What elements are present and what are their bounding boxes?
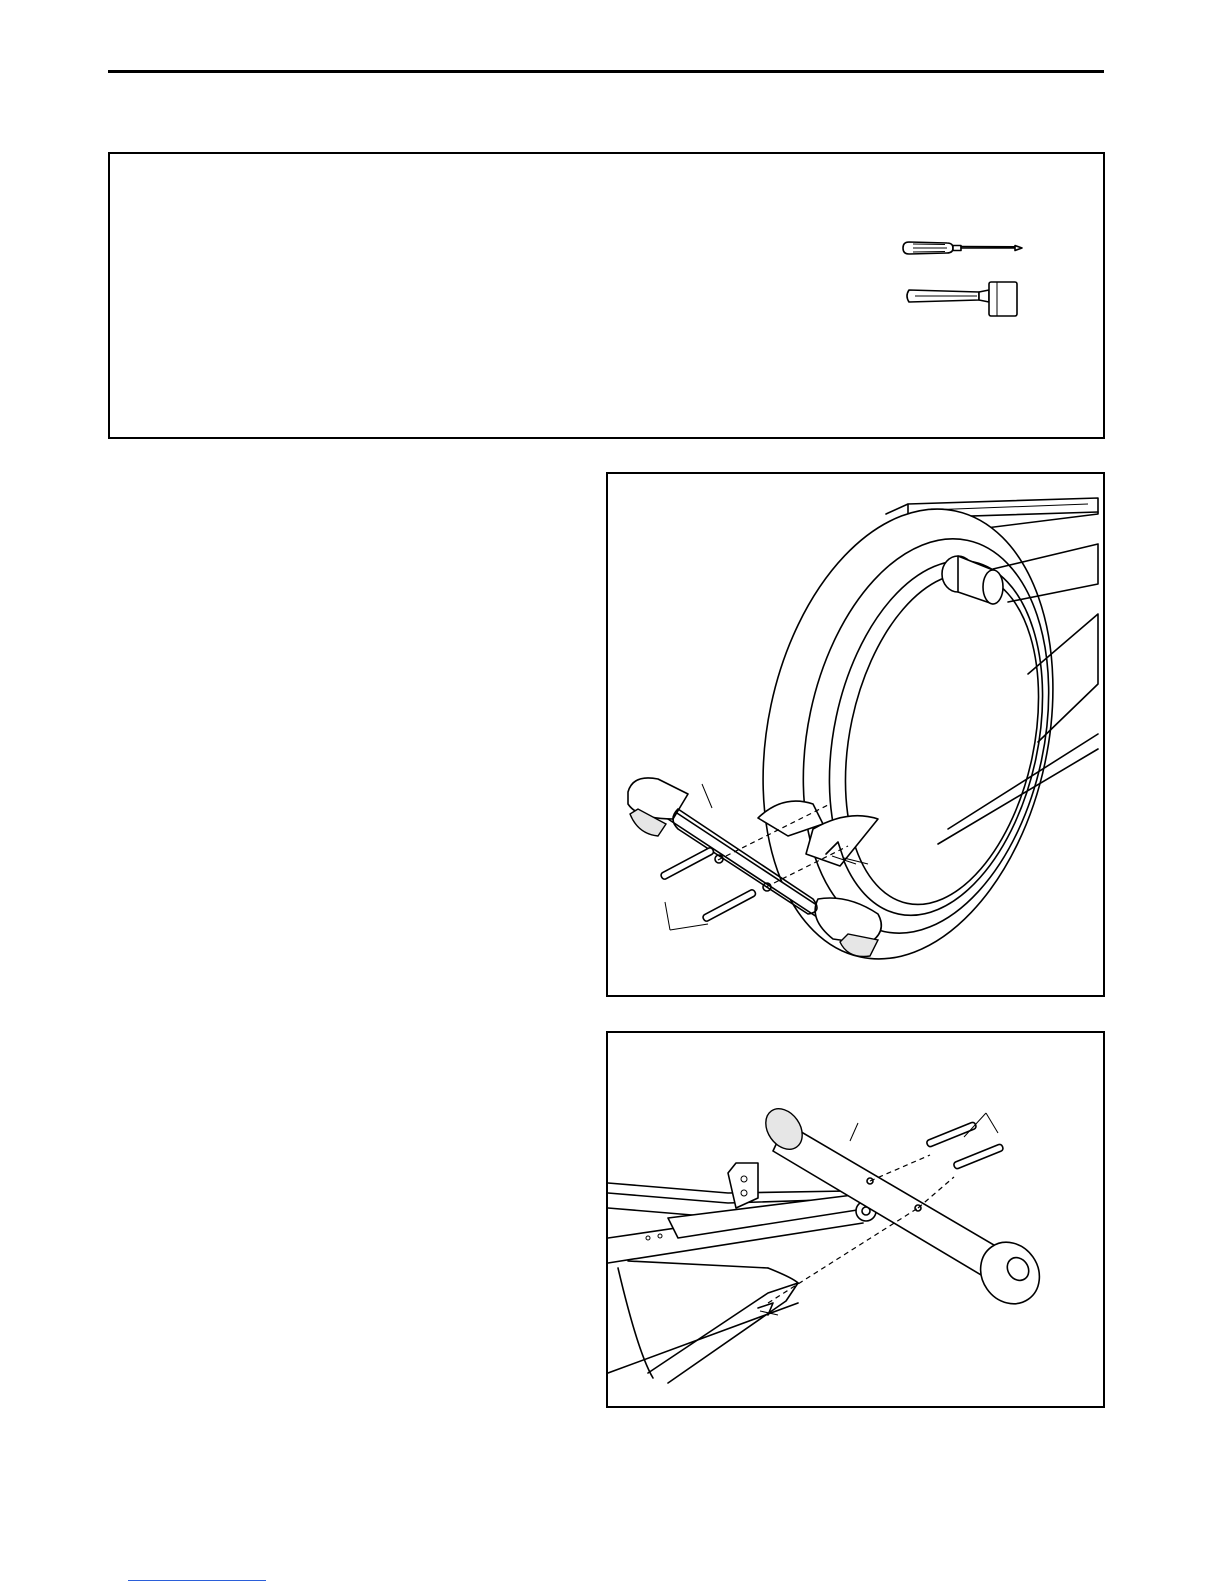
figure-2 bbox=[606, 1031, 1105, 1408]
tools-illustration bbox=[895, 230, 1035, 320]
footer-link-underline bbox=[128, 1580, 266, 1581]
flywheel-shroud bbox=[724, 482, 1093, 986]
screwdriver-icon bbox=[903, 242, 1022, 254]
mallet-icon bbox=[907, 282, 1017, 316]
figure-1-illustration bbox=[608, 474, 1103, 995]
figure-1 bbox=[606, 472, 1105, 997]
figure-2-illustration bbox=[608, 1033, 1103, 1406]
header-rule bbox=[108, 70, 1104, 73]
